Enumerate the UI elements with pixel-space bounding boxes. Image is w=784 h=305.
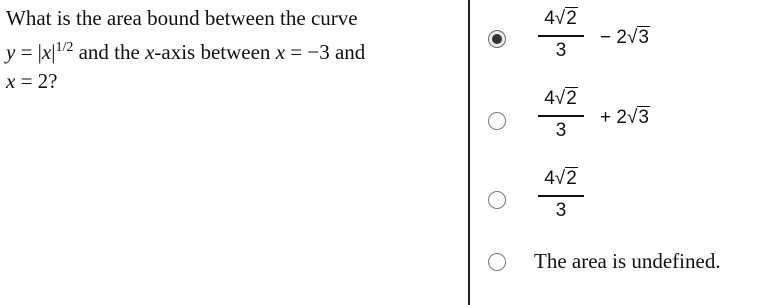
sqrt-symbol: √ [554, 8, 566, 29]
option-2-radio[interactable] [488, 112, 506, 130]
sqrt-symbol: √ [554, 168, 566, 189]
option-1-radio[interactable] [488, 30, 506, 48]
option-4-label: The area is undefined. [534, 249, 721, 273]
fraction-numerator: 4√2 [544, 8, 577, 29]
option-2-fraction [536, 88, 586, 143]
fraction-bar [538, 35, 584, 37]
question-text [6, 4, 456, 96]
option-3-fraction [536, 168, 586, 223]
sqrt-symbol: √ [626, 27, 638, 48]
fraction-bar [538, 195, 584, 197]
radio-selected-dot [492, 34, 502, 44]
question-line-3: x = 2? [6, 69, 58, 93]
fraction-denominator: 3 [555, 200, 567, 221]
question-line-1: What is the area bound between the curve [6, 6, 358, 30]
option-1-rest: − 2√3 [600, 27, 649, 48]
fraction-bar [538, 115, 584, 117]
option-1-fraction [536, 8, 586, 63]
option-4-radio[interactable] [488, 253, 506, 271]
exponent: 1/2 [55, 40, 74, 55]
option-2-rest: + 2√3 [600, 107, 649, 128]
fraction-denominator: 3 [555, 120, 567, 141]
option-3-radio[interactable] [488, 191, 506, 209]
fraction-denominator: 3 [555, 40, 567, 61]
column-divider [468, 0, 470, 305]
sqrt-symbol: √ [626, 107, 638, 128]
sqrt-symbol: √ [554, 88, 566, 109]
fraction-numerator: 4√2 [544, 88, 577, 109]
question-line-2: $y = |x|^{1/2}$ and the x-axis between x = −3 and [6, 40, 366, 64]
fraction-numerator: 4√2 [544, 168, 577, 189]
